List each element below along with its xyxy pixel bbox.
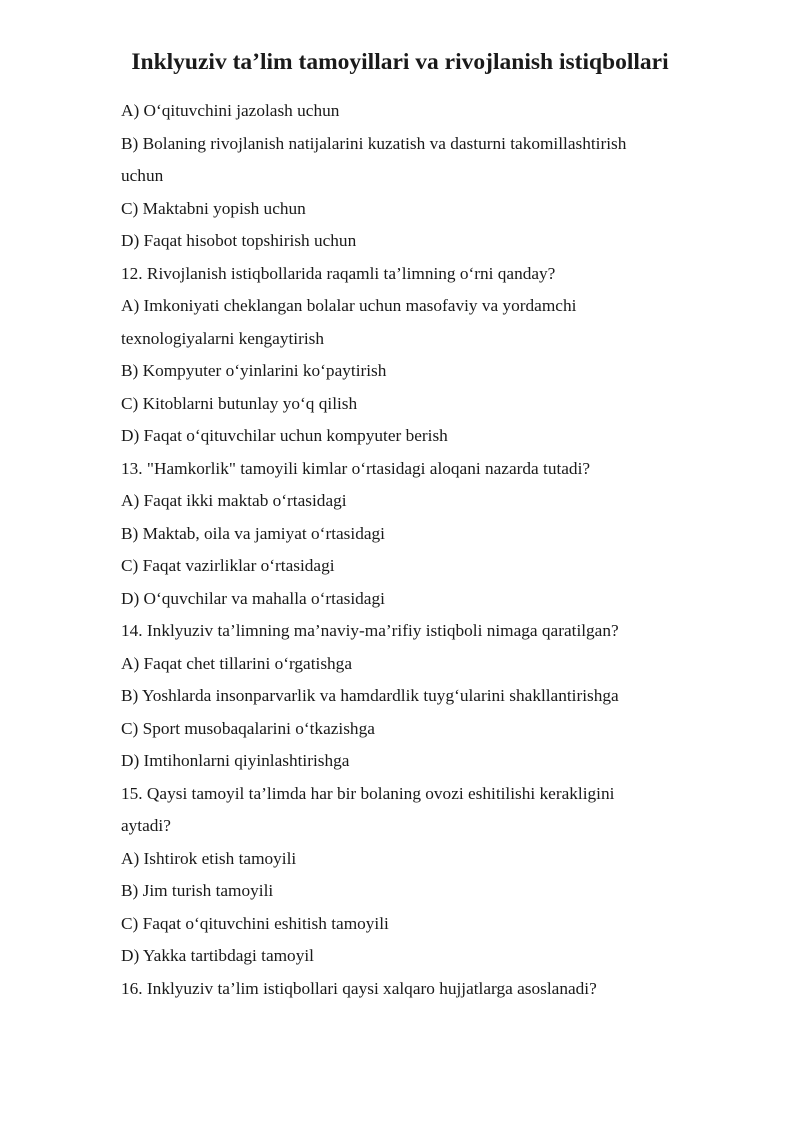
question-line: 14. Inklyuziv ta’limning ma’naviy-ma’rifiy istiqboli nimaga qaratilgan? xyxy=(121,621,619,640)
text-line: aytadi? xyxy=(121,816,171,835)
question-line: 16. Inklyuziv ta’lim istiqbollari qaysi xalqaro hujjatlarga asoslanadi? xyxy=(121,978,597,998)
question-line: 12. Rivojlanish istiqbollarida raqamli ta’limning o‘rni qanday? xyxy=(121,263,556,283)
text-line: D) Faqat hisobot topshirish uchun xyxy=(121,231,357,250)
text-line: C) Faqat vazirliklar o‘rtasidagi xyxy=(121,556,335,575)
text-line: B) Maktab, oila va jamiyat o‘rtasidagi xyxy=(121,523,385,543)
text-line: uchun xyxy=(121,166,164,185)
text-line: C) Faqat o‘qituvchini eshitish tamoyili xyxy=(121,913,389,933)
text-line: D) Imtihonlarni qiyinlashtirishga xyxy=(121,751,350,770)
text-line: B) Bolaning rivojlanish natijalarini kuzatish va dasturni takomillashtirish xyxy=(121,133,627,153)
question-list xyxy=(121,95,721,1005)
text-line: A) Imkoniyati cheklangan bolalar uchun masofaviy va yordamchi xyxy=(121,296,577,315)
question-line: 13. "Hamkorlik" tamoyili kimlar o‘rtasidagi aloqani nazarda tutadi? xyxy=(121,458,591,478)
text-line: texnologiyalarni kengaytirish xyxy=(121,328,325,348)
text-line: A) Ishtirok etish tamoyili xyxy=(121,848,297,868)
text-line: A) Faqat chet tillarini o‘rgatishga xyxy=(121,653,352,673)
text-line: A) Faqat ikki maktab o‘rtasidagi xyxy=(121,491,347,510)
text-line: C) Sport musobaqalarini o‘tkazishga xyxy=(121,718,375,738)
text-line: D) Yakka tartibdagi tamoyil xyxy=(121,946,314,965)
question-line: 15. Qaysi tamoyil ta’limda har bir bolaning ovozi eshitilishi kerakligini xyxy=(121,783,615,803)
text-line: B) Kompyuter o‘yinlarini ko‘paytirish xyxy=(121,361,387,380)
text-line: D) O‘quvchilar va mahalla o‘rtasidagi xyxy=(121,588,385,608)
text-line: C) Kitoblarni butunlay yo‘q qilish xyxy=(121,393,358,413)
text-line: B) Jim turish tamoyili xyxy=(121,881,274,900)
text-line: D) Faqat o‘qituvchilar uchun kompyuter berish xyxy=(121,426,448,445)
document-title: Inklyuziv ta’lim tamoyillari va rivojlanish istiqbollari xyxy=(131,49,669,75)
text-line: B) Yoshlarda insonparvarlik va hamdardlik tuyg‘ularini shakllantirishga xyxy=(121,686,619,705)
text-line: C) Maktabni yopish uchun xyxy=(121,198,306,218)
text-line: A) O‘qituvchini jazolash uchun xyxy=(121,101,340,120)
